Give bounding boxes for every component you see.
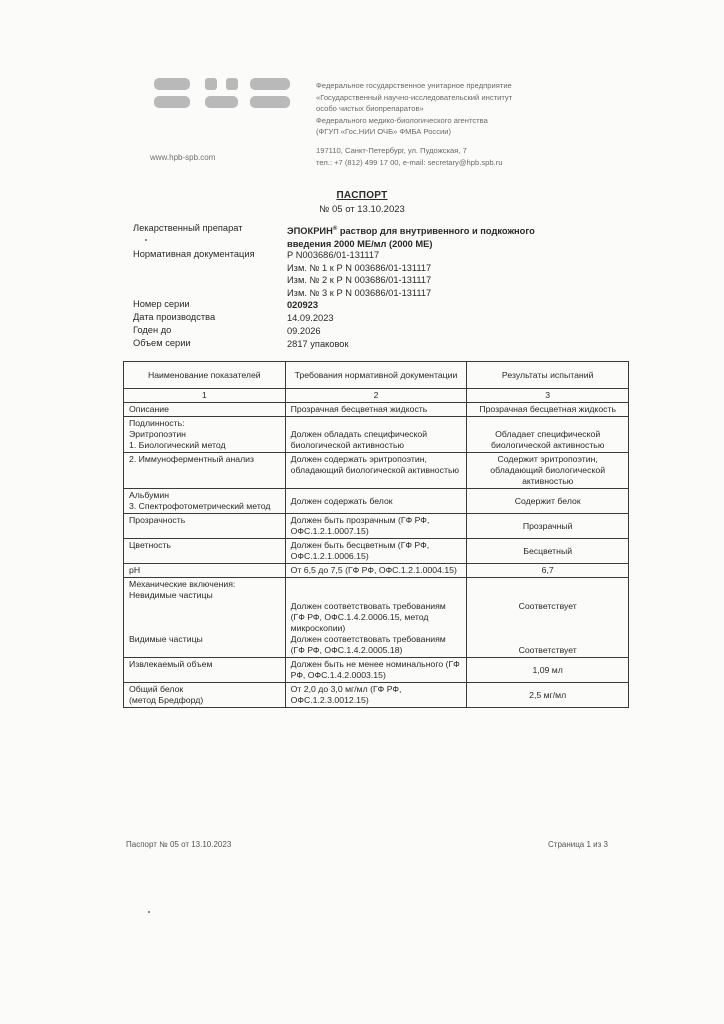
norm-value: Изм. № 1 к Р N 003686/01-131117 xyxy=(287,262,432,273)
row-requirement: Должен содержать эритропоэтин, обладающий биологической активностью xyxy=(285,453,467,489)
row-result: 1,09 мл xyxy=(467,658,629,683)
table-row xyxy=(124,564,629,578)
series-label: Номер серии xyxy=(133,299,190,309)
drug-name: ЭПОКРИН xyxy=(287,226,333,237)
result-text: Соответствует xyxy=(518,645,577,655)
production-value: 14.09.2023 xyxy=(287,313,334,323)
column-number: 3 xyxy=(467,389,629,403)
section-title: Механические включения: xyxy=(129,579,236,589)
norm-value: Изм. № 3 к Р N 003686/01-131117 xyxy=(287,287,432,298)
table-row xyxy=(124,514,629,539)
row-name: Описание xyxy=(124,403,286,417)
document-number: № 05 от 13.10.2023 xyxy=(319,204,405,215)
substance-name: Эритропоэтин xyxy=(129,429,186,439)
row-name xyxy=(124,417,286,453)
row-result: Содержит эритропоэтин, обладающий биологической активностью xyxy=(467,453,629,489)
table-row xyxy=(124,539,629,564)
org-line: «Государственный научно-исследовательский институт xyxy=(316,92,513,102)
requirement-text: Должен соответствовать требованиям (ГФ РФ, ОФС.1.4.2.0005.18) xyxy=(290,634,446,655)
footer-passport-number: Паспорт № 05 от 13.10.2023 xyxy=(126,840,232,849)
row-requirement: Должен быть прозрачным (ГФ РФ, ОФС.1.2.1.0007.15) xyxy=(285,514,467,539)
row-requirement xyxy=(285,417,467,453)
substance-name: Альбумин xyxy=(129,490,170,500)
row-result: Прозрачный xyxy=(467,514,629,539)
table-row xyxy=(124,489,629,514)
document-title: ПАСПОРТ xyxy=(336,190,388,201)
table-row xyxy=(124,403,629,417)
drug-value xyxy=(287,223,535,250)
row-name xyxy=(124,578,286,658)
row-name: Цветность xyxy=(124,539,286,564)
scan-speck xyxy=(148,911,150,913)
column-header: Результаты испытаний xyxy=(467,362,629,389)
expiry-label: Годен до xyxy=(133,325,172,335)
volume-label: Объем серии xyxy=(133,338,191,348)
method-name: (метод Бредфорд) xyxy=(129,695,204,705)
results-table xyxy=(123,361,629,708)
row-requirement xyxy=(285,578,467,658)
table-row xyxy=(124,417,629,453)
row-requirement: Прозрачная бесцветная жидкость xyxy=(285,403,467,417)
row-result: 6,7 xyxy=(467,564,629,578)
requirement-text: Должен соответствовать требованиям (ГФ РФ, ОФС.1.4.2.0006.15, метод микроскопии) xyxy=(290,601,446,633)
column-header: Требования нормативной документации xyxy=(285,362,467,389)
row-result: Содержит белок xyxy=(467,489,629,514)
table-row xyxy=(124,453,629,489)
row-result: Бесцветный xyxy=(467,539,629,564)
item-name: Невидимые частицы xyxy=(129,590,213,600)
org-line: особо чистых биопрепаратов» xyxy=(316,104,424,114)
row-name xyxy=(124,683,286,708)
volume-value: 2817 упаковок xyxy=(287,339,349,349)
table-row xyxy=(124,578,629,658)
org-line: Федерального медико-биологического агентства xyxy=(316,115,488,125)
row-requirement: От 2,0 до 3,0 мг/мл (ГФ РФ, ОФС.1.2.3.0012.15) xyxy=(285,683,467,708)
organization-address xyxy=(316,145,616,168)
row-name: 2. Иммуноферментный анализ xyxy=(124,453,286,489)
row-result: Прозрачная бесцветная жидкость xyxy=(467,403,629,417)
row-name xyxy=(124,489,286,514)
fgup-logo xyxy=(150,76,298,112)
norm-label: Нормативная документация xyxy=(133,249,255,259)
registered-mark: ® xyxy=(332,226,338,232)
organization-name xyxy=(316,80,606,138)
contact-line: тел.: +7 (812) 499 17 00, e-mail: secretary@hpb.spb.ru xyxy=(316,157,503,167)
column-number: 1 xyxy=(124,389,286,403)
result-text: Соответствует xyxy=(518,601,577,611)
org-line: (ФГУП «Гос.НИИ ОЧБ» ФМБА России) xyxy=(316,127,452,137)
scan-speck xyxy=(145,239,147,241)
table-header-row xyxy=(124,362,629,389)
item-name: Общий белок xyxy=(129,684,184,694)
norm-value: Р N003686/01-131117 xyxy=(287,250,380,260)
method-name: 3. Спектрофотометрический метод xyxy=(129,501,271,511)
row-requirement: Должен содержать белок xyxy=(285,489,467,514)
column-number-row xyxy=(124,389,629,403)
website: www.hpb-spb.com xyxy=(150,153,216,162)
section-title: Подлинность: xyxy=(129,418,185,428)
table-row xyxy=(124,658,629,683)
expiry-value: 09.2026 xyxy=(287,326,321,336)
footer-page-number: Страница 1 из 3 xyxy=(548,840,608,849)
norm-value: Изм. № 2 к Р N 003686/01-131117 xyxy=(287,275,432,285)
row-requirement: Должен быть бесцветным (ГФ РФ, ОФС.1.2.1.0006.15) xyxy=(285,539,467,564)
table-row xyxy=(124,683,629,708)
row-name: Извлекаемый объем xyxy=(124,658,286,683)
row-name: Прозрачность xyxy=(124,514,286,539)
norm-values xyxy=(287,249,431,299)
production-label: Дата производства xyxy=(133,312,216,322)
method-name: 1. Биологический метод xyxy=(129,440,226,450)
org-line: Федеральное государственное унитарное предприятие xyxy=(316,81,512,90)
drug-desc: раствор для внутривенного и подкожного xyxy=(337,226,535,237)
drug-label: Лекарственный препарат xyxy=(133,223,243,233)
column-number: 2 xyxy=(285,389,467,403)
row-result xyxy=(467,578,629,658)
series-value: 020923 xyxy=(287,300,319,310)
drug-desc-2: введения 2000 МЕ/мл (2000 МЕ) xyxy=(287,238,433,249)
row-result: 2,5 мг/мл xyxy=(467,683,629,708)
row-result: Обладает специфической биологической активностью xyxy=(467,417,629,453)
address-line: 197110, Санкт-Петербург, ул. Пудожская, 7 xyxy=(316,146,467,155)
row-requirement: От 6,5 до 7,5 (ГФ РФ, ОФС.1.2.1.0004.15) xyxy=(285,564,467,578)
row-name: pH xyxy=(124,564,286,578)
requirement-text: Должен обладать специфической биологической активностью xyxy=(290,429,428,450)
row-requirement: Должен быть не менее номинального (ГФ РФ, ОФС.1.4.2.0003.15) xyxy=(285,658,467,683)
item-name: Видимые частицы xyxy=(129,634,203,644)
column-header: Наименование показателей xyxy=(124,362,286,389)
